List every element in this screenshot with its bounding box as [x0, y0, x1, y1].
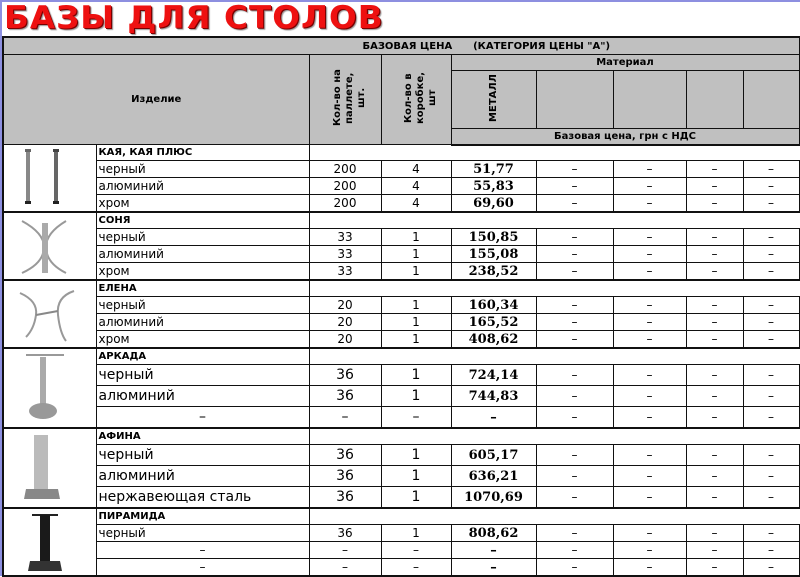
product-group-name: АРКАДА — [96, 348, 309, 365]
metal-price-cell: 605,17 — [451, 445, 536, 466]
material-2-price-cell: – — [536, 466, 613, 487]
elena-base-icon — [3, 280, 96, 348]
material-3-price-cell: – — [613, 229, 686, 246]
material-2-price-cell: – — [536, 525, 613, 542]
material-4-price-cell: – — [686, 297, 743, 314]
product-header-label: Изделие — [131, 94, 182, 105]
metal-price-cell: 1070,69 — [451, 487, 536, 509]
product-group-header-row — [3, 348, 799, 365]
base-price-header — [3, 37, 799, 55]
material-5-price-cell: – — [743, 525, 799, 542]
material-4-price-cell: – — [686, 386, 743, 407]
material-4-price-cell: – — [686, 466, 743, 487]
material-2-price-cell: – — [536, 161, 613, 178]
qty-pallet-cell: – — [309, 559, 381, 577]
table-row — [3, 407, 799, 429]
material-5-price-cell: – — [743, 246, 799, 263]
material-5-price-cell: – — [743, 314, 799, 331]
qty-box-cell: 4 — [381, 195, 451, 213]
price-table — [2, 36, 800, 577]
qty-pallet-header — [309, 55, 381, 145]
product-group-name: ЕЛЕНА — [96, 280, 309, 297]
product-group-name: КАЯ, КАЯ ПЛЮС — [96, 145, 309, 161]
material-3-price-cell: – — [613, 487, 686, 509]
product-group-name: АФИНА — [96, 428, 309, 445]
material-3-price-cell: – — [613, 542, 686, 559]
color-cell: черный — [96, 297, 309, 314]
metal-price-cell: 808,62 — [451, 525, 536, 542]
material-3-price-cell: – — [613, 314, 686, 331]
material-3-price-cell: – — [613, 386, 686, 407]
material-2-price-cell: – — [536, 297, 613, 314]
table-row — [3, 365, 799, 386]
material-2-price-cell: – — [536, 195, 613, 213]
qty-box-cell: 1 — [381, 263, 451, 281]
material-4-price-cell: – — [686, 161, 743, 178]
table-row — [3, 229, 799, 246]
color-cell: хром — [96, 195, 309, 213]
qty-pallet-cell: 36 — [309, 445, 381, 466]
material-header — [451, 55, 799, 71]
material-2-price-cell: – — [536, 386, 613, 407]
group-header-spacer — [309, 348, 799, 365]
material-2-price-cell: – — [536, 263, 613, 281]
color-cell: алюминий — [96, 246, 309, 263]
base-price-label: БАЗОВАЯ ЦЕНА (КАТЕГОРИЯ ЦЕНЫ "А") — [362, 40, 611, 52]
qty-box-cell: – — [381, 542, 451, 559]
material-3-price-cell: – — [613, 559, 686, 577]
group-header-spacer — [309, 508, 799, 525]
material-3-price-cell: – — [613, 195, 686, 213]
qty-pallet-cell: – — [309, 407, 381, 429]
material-4-price-cell: – — [686, 365, 743, 386]
table-row — [3, 161, 799, 178]
material-5-price-cell: – — [743, 386, 799, 407]
material-5-price-cell: – — [743, 195, 799, 213]
material-2-price-cell: – — [536, 445, 613, 466]
material-2-price-cell: – — [536, 487, 613, 509]
color-cell: черный — [96, 445, 309, 466]
material-2-price-cell: – — [536, 365, 613, 386]
material-5-price-cell: – — [743, 365, 799, 386]
table-row — [3, 331, 799, 349]
material-5-price-cell: – — [743, 331, 799, 349]
qty-box-cell: 1 — [381, 466, 451, 487]
material-4-price-cell: – — [686, 407, 743, 429]
material-4-price-cell: – — [686, 445, 743, 466]
metal-price-cell: 150,85 — [451, 229, 536, 246]
sonya-base-icon — [3, 212, 96, 280]
material-col-2 — [536, 71, 613, 129]
material-3-price-cell: – — [613, 161, 686, 178]
material-label: Материал — [596, 57, 654, 68]
table-row — [3, 386, 799, 407]
qty-box-cell: 4 — [381, 161, 451, 178]
metal-price-cell: 724,14 — [451, 365, 536, 386]
product-group-header-row — [3, 428, 799, 445]
material-2-price-cell: – — [536, 542, 613, 559]
metal-price-cell: 160,34 — [451, 297, 536, 314]
qty-box-cell: 1 — [381, 229, 451, 246]
product-group-header-row — [3, 145, 799, 161]
metal-price-cell: – — [451, 542, 536, 559]
product-header — [3, 55, 309, 145]
kaya-leg-icon — [3, 145, 96, 213]
qty-pallet-cell: – — [309, 542, 381, 559]
material-3-price-cell: – — [613, 525, 686, 542]
qty-box-cell: 4 — [381, 178, 451, 195]
product-group-name: ПИРАМИДА — [96, 508, 309, 525]
color-cell: алюминий — [96, 178, 309, 195]
material-5-price-cell: – — [743, 297, 799, 314]
group-header-spacer — [309, 212, 799, 229]
table-row — [3, 246, 799, 263]
material-4-price-cell: – — [686, 246, 743, 263]
material-4-price-cell: – — [686, 178, 743, 195]
material-2-price-cell: – — [536, 314, 613, 331]
qty-pallet-cell: 20 — [309, 314, 381, 331]
qty-box-cell: 1 — [381, 297, 451, 314]
qty-box-label: Кол-во в коробке, шт — [403, 71, 438, 125]
color-cell: алюминий — [96, 314, 309, 331]
metal-price-cell: – — [451, 559, 536, 577]
qty-box-header — [381, 55, 451, 145]
color-cell: нержавеющая сталь — [96, 487, 309, 509]
qty-pallet-cell: 20 — [309, 331, 381, 349]
qty-pallet-cell: 36 — [309, 386, 381, 407]
table-row — [3, 466, 799, 487]
table-row — [3, 445, 799, 466]
product-group-header-row — [3, 508, 799, 525]
metal-label: МЕТАЛЛ — [487, 74, 499, 122]
color-cell: – — [96, 559, 309, 577]
group-header-spacer — [309, 280, 799, 297]
material-4-price-cell: – — [686, 263, 743, 281]
table-row — [3, 263, 799, 281]
price-note-label: Базовая цена, грн с НДС — [554, 130, 696, 142]
material-3-price-cell: – — [613, 246, 686, 263]
material-4-price-cell: – — [686, 542, 743, 559]
material-5-price-cell: – — [743, 445, 799, 466]
table-row — [3, 525, 799, 542]
table-row — [3, 487, 799, 509]
material-2-price-cell: – — [536, 407, 613, 429]
arkada-base-icon — [3, 348, 96, 428]
material-col-5 — [743, 71, 799, 129]
qty-pallet-cell: 33 — [309, 263, 381, 281]
material-5-price-cell: – — [743, 407, 799, 429]
material-4-price-cell: – — [686, 331, 743, 349]
qty-pallet-cell: 200 — [309, 178, 381, 195]
material-3-price-cell: – — [613, 365, 686, 386]
color-cell: алюминий — [96, 466, 309, 487]
afina-base-icon — [3, 428, 96, 508]
price-note-header — [451, 129, 799, 145]
color-cell: – — [96, 542, 309, 559]
material-5-price-cell: – — [743, 559, 799, 577]
material-2-price-cell: – — [536, 229, 613, 246]
qty-pallet-cell: 36 — [309, 525, 381, 542]
qty-box-cell: 1 — [381, 365, 451, 386]
qty-pallet-label: Кол-во на паллете, шт. — [332, 69, 367, 127]
color-cell: черный — [96, 161, 309, 178]
color-cell: хром — [96, 331, 309, 349]
qty-box-cell: – — [381, 407, 451, 429]
table-row — [3, 542, 799, 559]
material-5-price-cell: – — [743, 229, 799, 246]
metal-price-cell: 55,83 — [451, 178, 536, 195]
qty-box-cell: 1 — [381, 386, 451, 407]
material-4-price-cell: – — [686, 195, 743, 213]
material-col-4 — [686, 71, 743, 129]
table-row — [3, 559, 799, 577]
material-col-3 — [613, 71, 686, 129]
color-cell: – — [96, 407, 309, 429]
metal-price-cell: 165,52 — [451, 314, 536, 331]
product-group-name: СОНЯ — [96, 212, 309, 229]
material-3-price-cell: – — [613, 263, 686, 281]
qty-pallet-cell: 33 — [309, 246, 381, 263]
material-3-price-cell: – — [613, 445, 686, 466]
metal-price-cell: 155,08 — [451, 246, 536, 263]
material-5-price-cell: – — [743, 466, 799, 487]
metal-price-cell: 238,52 — [451, 263, 536, 281]
material-5-price-cell: – — [743, 542, 799, 559]
table-row — [3, 195, 799, 213]
metal-price-cell: – — [451, 407, 536, 429]
material-4-price-cell: – — [686, 487, 743, 509]
metal-price-cell: 51,77 — [451, 161, 536, 178]
material-2-price-cell: – — [536, 178, 613, 195]
material-4-price-cell: – — [686, 229, 743, 246]
group-header-spacer — [309, 428, 799, 445]
qty-box-cell: 1 — [381, 445, 451, 466]
material-3-price-cell: – — [613, 178, 686, 195]
qty-box-cell: 1 — [381, 246, 451, 263]
material-4-price-cell: – — [686, 314, 743, 331]
material-2-price-cell: – — [536, 246, 613, 263]
product-group-header-row — [3, 280, 799, 297]
qty-pallet-cell: 36 — [309, 466, 381, 487]
piramida-base-icon — [3, 508, 96, 576]
material-3-price-cell: – — [613, 407, 686, 429]
qty-pallet-cell: 200 — [309, 161, 381, 178]
product-group-header-row — [3, 212, 799, 229]
metal-price-cell: 408,62 — [451, 331, 536, 349]
color-cell: черный — [96, 229, 309, 246]
table-row — [3, 178, 799, 195]
page-title: БАЗЫ ДЛЯ СТОЛОВ — [4, 0, 384, 36]
qty-pallet-cell: 36 — [309, 487, 381, 509]
table-row — [3, 297, 799, 314]
qty-box-cell: 1 — [381, 331, 451, 349]
qty-box-cell: – — [381, 559, 451, 577]
material-2-price-cell: – — [536, 559, 613, 577]
qty-box-cell: 1 — [381, 314, 451, 331]
material-4-price-cell: – — [686, 525, 743, 542]
metal-price-cell: 744,83 — [451, 386, 536, 407]
qty-box-cell: 1 — [381, 525, 451, 542]
qty-pallet-cell: 200 — [309, 195, 381, 213]
color-cell: хром — [96, 263, 309, 281]
group-header-spacer — [309, 145, 799, 161]
qty-box-cell: 1 — [381, 487, 451, 509]
material-3-price-cell: – — [613, 466, 686, 487]
qty-pallet-cell: 36 — [309, 365, 381, 386]
metal-price-cell: 636,21 — [451, 466, 536, 487]
material-3-price-cell: – — [613, 331, 686, 349]
qty-pallet-cell: 33 — [309, 229, 381, 246]
material-4-price-cell: – — [686, 559, 743, 577]
metal-price-cell: 69,60 — [451, 195, 536, 213]
color-cell: алюминий — [96, 386, 309, 407]
material-3-price-cell: – — [613, 297, 686, 314]
material-5-price-cell: – — [743, 161, 799, 178]
table-row — [3, 314, 799, 331]
material-5-price-cell: – — [743, 178, 799, 195]
metal-header — [451, 71, 536, 129]
material-5-price-cell: – — [743, 263, 799, 281]
qty-pallet-cell: 20 — [309, 297, 381, 314]
material-2-price-cell: – — [536, 331, 613, 349]
material-5-price-cell: – — [743, 487, 799, 509]
color-cell: черный — [96, 365, 309, 386]
color-cell: черный — [96, 525, 309, 542]
